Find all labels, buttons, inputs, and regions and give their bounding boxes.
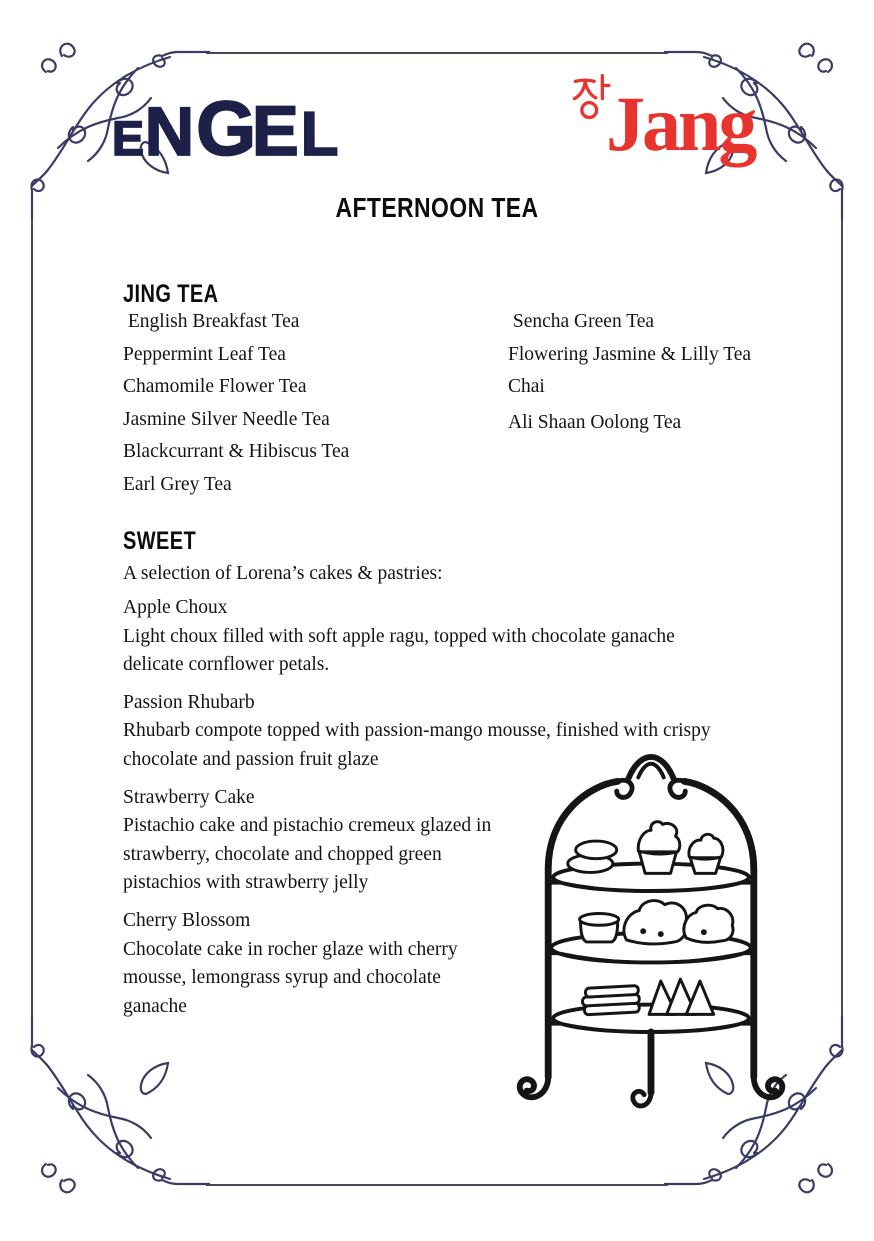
engel-letter: L bbox=[300, 100, 339, 164]
sweet-item-desc-line: pistachios with strawberry jelly bbox=[123, 872, 369, 894]
sweet-item-desc-line: delicate cornflower petals. bbox=[123, 654, 330, 676]
tea-item: English Breakfast Tea bbox=[123, 311, 300, 332]
sweet-item-desc-line: Pistachio cake and pistachio cremeux glazed in bbox=[123, 815, 492, 837]
sweet-item-name: Passion Rhubarb bbox=[123, 691, 255, 713]
tea-item: Jasmine Silver Needle Tea bbox=[123, 408, 330, 430]
frame-right-line bbox=[841, 216, 843, 1020]
tea-item: Peppermint Leaf Tea bbox=[123, 343, 286, 365]
sweet-item-name: Cherry Blossom bbox=[123, 909, 251, 931]
sweet-item-desc-line: ganache bbox=[123, 995, 187, 1017]
sweet-intro: A selection of Lorena’s cakes & pastries: bbox=[123, 563, 443, 584]
sweet-item-desc-line: Chocolate cake in rocher glaze with cherry bbox=[123, 938, 458, 960]
tea-item: Sencha Green Tea bbox=[508, 311, 655, 332]
frame-left-line bbox=[31, 216, 33, 1020]
frame-top-line bbox=[206, 52, 668, 54]
engel-letter: E bbox=[112, 113, 145, 164]
tea-item: Blackcurrant & Hibiscus Tea bbox=[123, 441, 350, 463]
sweet-item-apple-choux bbox=[123, 594, 743, 680]
cake-stand-icon bbox=[492, 752, 810, 1124]
tea-item: Chai bbox=[508, 376, 545, 398]
sweet-item-desc-line: strawberry, chocolate and chopped green bbox=[123, 843, 442, 865]
sweet-item-name: Apple Choux bbox=[123, 597, 228, 618]
engel-letter: N bbox=[144, 93, 195, 164]
jang-hangul-icon bbox=[574, 76, 608, 118]
corner-flourish-bottom-left-icon bbox=[20, 1016, 210, 1206]
sweet-item-desc-line: chocolate and passion fruit glaze bbox=[123, 748, 379, 770]
tea-item: Earl Grey Tea bbox=[123, 473, 232, 495]
engel-letter: G bbox=[196, 86, 257, 164]
jang-wordmark: Jang bbox=[606, 80, 755, 167]
engel-letter: E bbox=[251, 91, 299, 164]
tea-list-left bbox=[123, 311, 349, 507]
tea-list-right bbox=[508, 311, 751, 444]
jang-logo bbox=[568, 66, 758, 180]
jing-tea-heading: JING TEA bbox=[123, 280, 219, 308]
frame-bottom-line bbox=[206, 1184, 668, 1186]
sweet-item-desc-line: mousse, lemongrass syrup and chocolate bbox=[123, 967, 441, 989]
tea-item: Chamomile Flower Tea bbox=[123, 376, 307, 398]
sweet-item-desc-line: Rhubarb compote topped with passion-mango mousse, finished with crispy bbox=[123, 720, 711, 742]
sweet-item-name: Strawberry Cake bbox=[123, 786, 255, 808]
sweet-item-desc-line: Light choux filled with soft apple ragu, topped with chocolate ganache bbox=[123, 625, 675, 647]
tea-item: Ali Shaan Oolong Tea bbox=[508, 411, 682, 433]
engel-logo bbox=[112, 78, 342, 174]
tea-item: Flowering Jasmine & Lilly Tea bbox=[508, 343, 752, 365]
page-title: AFTERNOON TEA bbox=[335, 192, 539, 223]
sweet-heading: SWEET bbox=[123, 527, 197, 555]
